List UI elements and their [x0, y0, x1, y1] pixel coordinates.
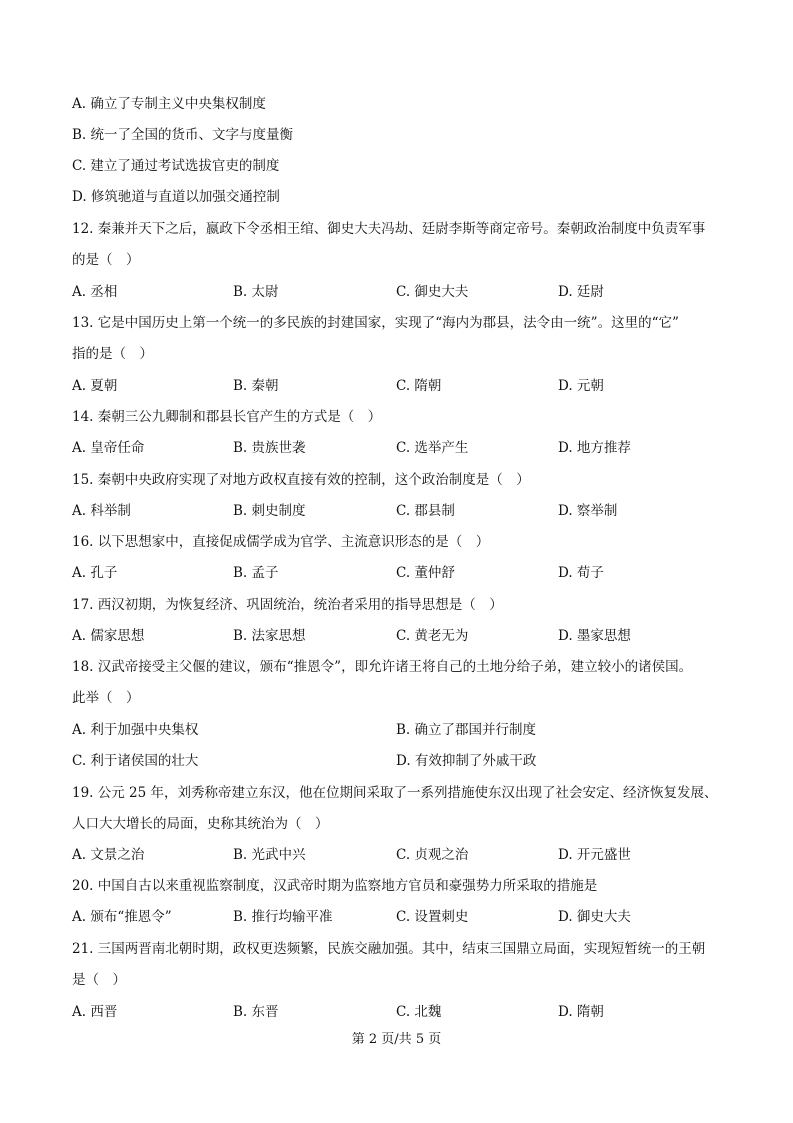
q21-option-b: B. 东晋: [233, 1004, 279, 1020]
q18-stem-line2: 此举（ ）: [72, 690, 140, 706]
q13-option-c: C. 隋朝: [396, 378, 442, 394]
q16-option-b: B. 孟子: [233, 565, 279, 581]
q16-option-a: A. 孔子: [72, 565, 118, 581]
q11-option-c: C. 建立了通过考试选拔官吏的制度: [72, 158, 280, 174]
q20-option-b: B. 推行均输平准: [233, 909, 333, 925]
q19-option-d: D. 开元盛世: [558, 847, 631, 863]
q21-stem-line1: 21. 三国两晋南北朝时期，政权更迭频繁，民族交融加强。其中，结束三国鼎立局面，实现短暂统一的王朝: [72, 941, 706, 957]
q12-stem-line2: 的是（ ）: [72, 252, 140, 268]
q18-stem-line1: 18. 汉武帝接受主父偃的建议，颁布“推恩令”，即允许诸王将自己的土地分给子弟，建立较小的诸侯国。: [72, 659, 693, 675]
q19-stem-line2: 人口大大增长的局面，史称其统治为（ ）: [72, 816, 329, 832]
q17-option-b: B. 法家思想: [233, 628, 306, 644]
q19-option-a: A. 文景之治: [72, 847, 145, 863]
q16-option-d: D. 荀子: [558, 565, 604, 581]
q14-option-b: B. 贵族世袭: [233, 440, 306, 456]
q14-option-c: C. 选举产生: [396, 440, 469, 456]
q13-option-b: B. 秦朝: [233, 378, 279, 394]
q12-option-b: B. 太尉: [233, 284, 279, 300]
q12-option-c: C. 御史大夫: [396, 284, 469, 300]
q15-option-d: D. 察举制: [558, 503, 618, 519]
q18-option-d: D. 有效抑制了外戚干政: [396, 753, 537, 769]
q12-stem-line1: 12. 秦兼并天下之后，嬴政下令丞相王绾、御史大夫冯劫、廷尉李斯等商定帝号。秦朝政治制度中负责军事: [72, 221, 706, 237]
q18-option-a: A. 利于加强中央集权: [72, 722, 199, 738]
q18-option-c: C. 利于诸侯国的壮大: [72, 753, 199, 769]
q13-option-d: D. 元朝: [558, 378, 604, 394]
page-footer: 第 2 页/共 5 页: [351, 1032, 442, 1047]
q16-option-c: C. 董仲舒: [396, 565, 455, 581]
q15-option-b: B. 刺史制度: [233, 503, 306, 519]
q11-option-d: D. 修筑驰道与直道以加强交通控制: [72, 189, 280, 205]
q17-option-a: A. 儒家思想: [72, 628, 145, 644]
q17-stem: 17. 西汉初期，为恢复经济、巩固统治，统治者采用的指导思想是（ ）: [72, 597, 503, 613]
q20-option-c: C. 设置刺史: [396, 909, 469, 925]
q21-option-d: D. 隋朝: [558, 1004, 604, 1020]
q16-stem: 16. 以下思想家中，直接促成儒学成为官学、主流意识形态的是（ ）: [72, 534, 490, 550]
q21-option-c: C. 北魏: [396, 1004, 442, 1020]
q20-stem: 20. 中国自古以来重视监察制度，汉武帝时期为监察地方官员和豪强势力所采取的措施是: [72, 878, 598, 894]
q19-option-c: C. 贞观之治: [396, 847, 469, 863]
q18-option-b: B. 确立了郡国并行制度: [396, 722, 537, 738]
q13-stem-line1: 13. 它是中国历史上第一个统一的多民族的封建国家，实现了“海内为郡县，法令由一统”。这里的“它”: [72, 315, 679, 331]
q19-stem-line1: 19. 公元 25 年，刘秀称帝建立东汉，他在位期间采取了一系列措施使东汉出现了社会安定、经济恢复发展、: [72, 785, 718, 801]
q13-option-a: A. 夏朝: [72, 378, 118, 394]
q12-option-d: D. 廷尉: [558, 284, 604, 300]
q15-option-c: C. 郡县制: [396, 503, 455, 519]
q14-option-d: D. 地方推荐: [558, 440, 631, 456]
q14-stem: 14. 秦朝三公九卿制和郡县长官产生的方式是（ ）: [72, 409, 382, 425]
q13-stem-line2: 指的是（ ）: [72, 346, 153, 362]
q14-option-a: A. 皇帝任命: [72, 440, 145, 456]
q15-stem: 15. 秦朝中央政府实现了对地方政权直接有效的控制，这个政治制度是（ ）: [72, 472, 530, 488]
q15-option-a: A. 科举制: [72, 503, 131, 519]
q20-option-d: D. 御史大夫: [558, 909, 631, 925]
q11-option-b: B. 统一了全国的货币、文字与度量衡: [72, 127, 294, 143]
q11-option-a: A. 确立了专制主义中央集权制度: [72, 96, 266, 112]
q20-option-a: A. 颁布“推恩令”: [72, 909, 172, 925]
q17-option-d: D. 墨家思想: [558, 628, 631, 644]
q21-option-a: A. 西晋: [72, 1004, 118, 1020]
q12-option-a: A. 丞相: [72, 284, 118, 300]
q19-option-b: B. 光武中兴: [233, 847, 306, 863]
q21-stem-line2: 是（ ）: [72, 972, 126, 988]
q17-option-c: C. 黄老无为: [396, 628, 469, 644]
